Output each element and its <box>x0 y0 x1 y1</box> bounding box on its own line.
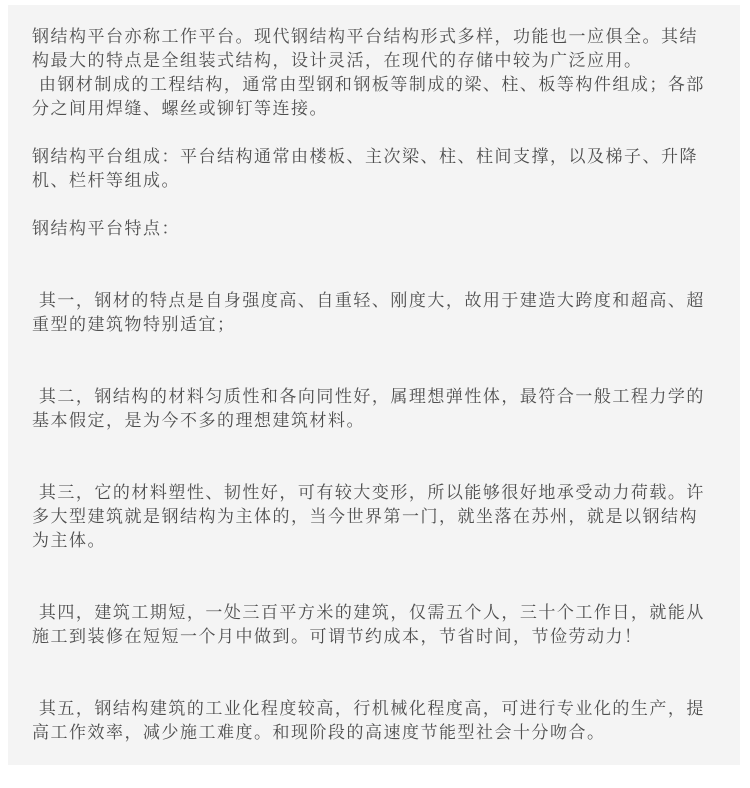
blank-line <box>32 577 716 601</box>
blank-line <box>32 553 716 577</box>
paragraph-line: 钢结构平台亦称工作平台。现代钢结构平台结构形式多样，功能也一应俱全。其结构最大的特点是全组装式结构，设计灵活，在现代的存储中较为广泛应用。 <box>32 27 698 71</box>
blank-line <box>32 433 716 457</box>
paragraph-line: 钢结构平台组成：平台结构通常由楼板、主次梁、柱、柱间支撑，以及梯子、升降机、栏杆等组成。 <box>32 147 698 191</box>
blank-line <box>32 673 716 697</box>
paragraph-line: 其一，钢材的特点是自身强度高、自重轻、刚度大，故用于建造大跨度和超高、超重型的建筑物特别适宜； <box>32 291 705 335</box>
blank-line <box>32 265 716 289</box>
blank-line <box>32 457 716 481</box>
blank-line <box>32 649 716 673</box>
paragraph-line: 其四，建筑工期短，一处三百平方米的建筑，仅需五个人，三十个工作日，就能从施工到装修在短短一个月中做到。可谓节约成本，节省时间，节俭劳动力！ <box>32 603 705 647</box>
blank-line <box>32 121 716 145</box>
paragraph-line: 其五，钢结构建筑的工业化程度较高，行机械化程度高，可进行专业化的生产，提高工作效率，减少施工难度。和现阶段的高速度节能型社会十分吻合。 <box>32 699 705 743</box>
article-text <box>32 25 716 745</box>
paragraph-line: 其三，它的材料塑性、韧性好，可有较大变形，所以能够很好地承受动力荷载。许多大型建筑就是钢结构为主体的，当今世界第一门，就坐落在苏州，就是以钢结构为主体。 <box>32 483 705 551</box>
blank-line <box>32 361 716 385</box>
article-panel <box>8 5 740 765</box>
blank-line <box>32 193 716 217</box>
blank-line <box>32 337 716 361</box>
paragraph-line: 钢结构平台特点： <box>32 219 180 239</box>
paragraph-line: 由钢材制成的工程结构，通常由型钢和钢板等制成的梁、柱、板等构件组成；各部分之间用焊缝、螺丝或铆钉等连接。 <box>32 75 705 119</box>
blank-line <box>32 241 716 265</box>
paragraph-line: 其二，钢结构的材料匀质性和各向同性好，属理想弹性体，最符合一般工程力学的基本假定，是为今不多的理想建筑材料。 <box>32 387 705 431</box>
